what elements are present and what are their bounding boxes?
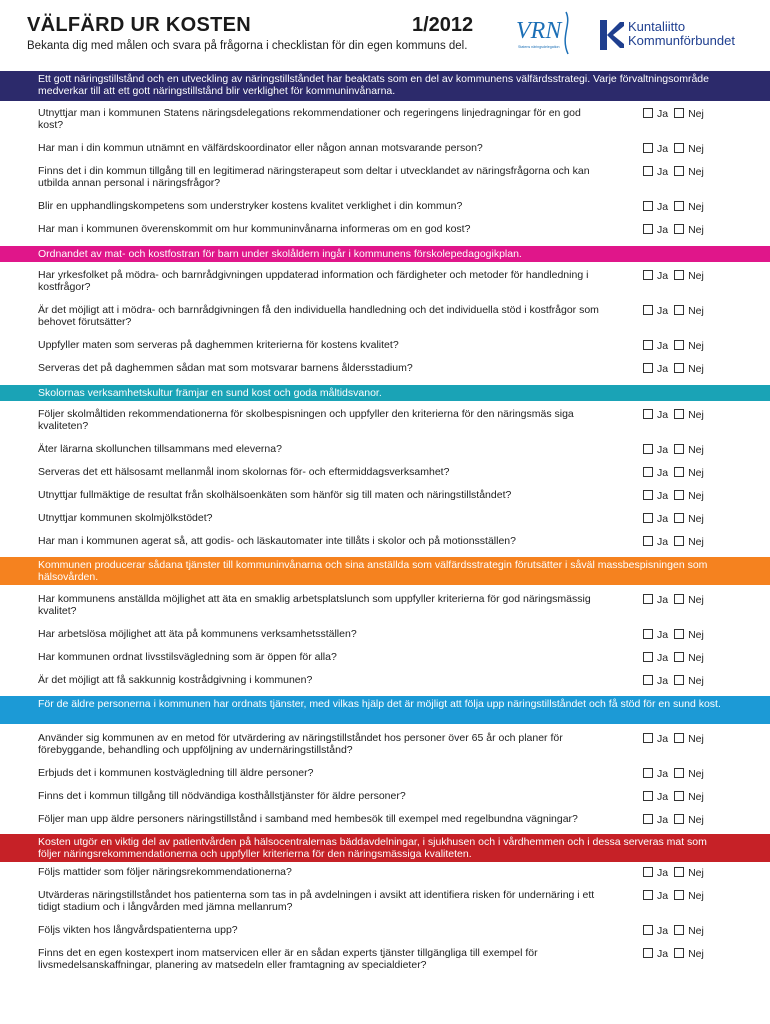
yes-checkbox[interactable] [643,108,653,118]
section-heading: Skolornas verksamhetskultur främjar en sund kost och goda måltidsvanor. [0,385,770,401]
no-checkbox[interactable] [674,948,684,958]
answer-options [643,444,704,457]
answer-options [643,201,704,214]
answer-options [643,363,704,376]
answer-options [643,652,704,665]
no-checkbox[interactable] [674,467,684,477]
no-checkbox[interactable] [674,224,684,234]
no-checkbox[interactable] [674,867,684,877]
answer-options [643,733,704,746]
answer-options [643,224,704,237]
question-text: Finns det i din kommun tillgång till en legitimerad näringsterapeut som deltar i utvecklandet av näringsfrågorna och kan utbilda annan personal i näringsfrågor? [38,165,590,189]
question-text: Utvärderas näringstillståndet hos patienterna som tas in på avdelningen i avsikt att identifiera risken för undernäring i ett tidigt stadium och i långvården med jämna mellanrum? [38,889,595,913]
yes-label: Ja [657,768,669,780]
yes-checkbox[interactable] [643,890,653,900]
page-subtitle: Bekanta dig med målen och svara på frågorna i checklistan för din egen kommuns del. [27,40,468,52]
yes-label: Ja [657,925,669,937]
no-checkbox[interactable] [674,340,684,350]
no-label: Nej [688,925,704,937]
no-label: Nej [688,791,704,803]
yes-checkbox[interactable] [643,867,653,877]
no-label: Nej [688,444,704,456]
answer-options [643,594,704,607]
question-text: Äter lärarna skollunchen tillsammans med eleverna? [38,443,282,455]
no-checkbox[interactable] [674,791,684,801]
answer-options [643,536,704,549]
yes-label: Ja [657,675,669,687]
no-checkbox[interactable] [674,305,684,315]
yes-checkbox[interactable] [643,270,653,280]
yes-checkbox[interactable] [643,652,653,662]
no-checkbox[interactable] [674,513,684,523]
yes-label: Ja [657,444,669,456]
yes-checkbox[interactable] [643,340,653,350]
yes-checkbox[interactable] [643,675,653,685]
yes-checkbox[interactable] [643,814,653,824]
section-heading: För de äldre personerna i kommunen har ordnats tjänster, med vilkas hjälp det är möjligt att följa upp näringstillståndet och få stöd för en sund kost. [0,696,770,724]
answer-options [643,925,704,938]
yes-label: Ja [657,166,669,178]
yes-label: Ja [657,948,669,960]
answer-options [643,490,704,503]
question-text: Följs vikten hos långvårdspatienterna upp? [38,924,238,936]
no-label: Nej [688,948,704,960]
no-label: Nej [688,340,704,352]
issue-number: 1/2012 [412,14,474,36]
question-text: Följs mattider som följer näringsrekommendationerna? [38,866,292,878]
vrn-logo-text: VRN [516,18,562,44]
kuntaliitto-logo [600,18,750,54]
no-checkbox[interactable] [674,675,684,685]
question-text: Serveras det på daghemmen sådan mat som motsvarar barnens åldersstadium? [38,362,413,374]
no-label: Nej [688,143,704,155]
no-checkbox[interactable] [674,768,684,778]
no-checkbox[interactable] [674,108,684,118]
yes-checkbox[interactable] [643,166,653,176]
answer-options [643,108,704,121]
no-label: Nej [688,768,704,780]
yes-checkbox[interactable] [643,513,653,523]
yes-label: Ja [657,201,669,213]
answer-options [643,890,704,903]
no-checkbox[interactable] [674,536,684,546]
yes-checkbox[interactable] [643,363,653,373]
question-text: Finns det i kommun tillgång till nödvändiga kosthållstjänster för äldre personer? [38,790,406,802]
vrn-logo-subtext: Statens näringsdelegation [518,45,560,49]
yes-label: Ja [657,867,669,879]
question-text: Följer skolmåltiden rekommendationerna för skolbespisningen och uppfyller den kriterierna för den näringsmäs siga kvaliteten? [38,408,574,432]
question-text: Erbjuds det i kommunen kostvägledning till äldre personer? [38,767,314,779]
yes-label: Ja [657,490,669,502]
no-label: Nej [688,201,704,213]
answer-options [643,166,704,179]
no-checkbox[interactable] [674,201,684,211]
yes-label: Ja [657,270,669,282]
no-label: Nej [688,629,704,641]
section-heading: Ordnandet av mat- och kostfostran för barn under skolåldern ingår i kommunens förskolepedagogikplan. [0,246,770,262]
yes-checkbox[interactable] [643,409,653,419]
yes-label: Ja [657,143,669,155]
yes-label: Ja [657,536,669,548]
no-checkbox[interactable] [674,166,684,176]
no-label: Nej [688,108,704,120]
page-title: VÄLFÄRD UR KOSTEN [27,14,251,36]
no-checkbox[interactable] [674,363,684,373]
no-checkbox[interactable] [674,814,684,824]
answer-options [643,409,704,422]
question-text: Har arbetslösa möjlighet att äta på kommunens verksamhetsställen? [38,628,357,640]
no-checkbox[interactable] [674,143,684,153]
yes-checkbox[interactable] [643,143,653,153]
kommunforbundet-name: Kommunförbundet [628,33,735,48]
question-text: Blir en upphandlingskompetens som understryker kostens kvalitet verklighet i din kommun? [38,200,463,212]
question-text: Utnyttjar kommunen skolmjölkstödet? [38,512,213,524]
no-label: Nej [688,675,704,687]
no-checkbox[interactable] [674,629,684,639]
yes-checkbox[interactable] [643,305,653,315]
no-label: Nej [688,305,704,317]
question-text: Följer man upp äldre personers näringstillstånd i samband med hembesök till exempel med regelbundna vägningar? [38,813,578,825]
question-text: Finns det en egen kostexpert inom matservicen eller är en sådan experts tjänster tillgängliga till exempel för livsmedelsanskaffningar, planering av matsedeln eller framtagning av specialdieter? [38,947,538,971]
section-heading: Kosten utgör en viktig del av patientvården på hälsocentralernas bäddavdelningar, i sjukhusen och i vårdhemmen och i dessa serveras mat som följer näringsrekommendationerna och uppfyller kriterierna för den näringsmässiga kvaliteten. [0,834,770,862]
kuntaliitto-name: Kuntaliitto [628,19,686,34]
no-label: Nej [688,890,704,902]
no-checkbox[interactable] [674,652,684,662]
no-label: Nej [688,224,704,236]
page-header [0,0,770,70]
yes-label: Ja [657,629,669,641]
question-text: Har man i kommunen överenskommit om hur kommuninvånarna informeras om en god kost? [38,223,471,235]
section-heading: Ett gott näringstillstånd och en utveckling av näringstillståndet har beaktats som en del av kommunens välfärdsstrategi. Varje förvaltningsområde medverkar till att ett gott näringstillstånd blir verklighet för kommuninvånarna. [0,71,770,101]
question-text: Har man i din kommun utnämnt en välfärdskoordinator eller någon annan motsvarande person? [38,142,483,154]
answer-options [643,629,704,642]
no-label: Nej [688,652,704,664]
question-text: Serveras det ett hälsosamt mellanmål inom skolornas för- och eftermiddagsverksamhet? [38,466,450,478]
yes-checkbox[interactable] [643,536,653,546]
no-label: Nej [688,363,704,375]
yes-label: Ja [657,890,669,902]
question-text: Har kommunen ordnat livsstilsvägledning som är öppen för alla? [38,651,337,663]
yes-label: Ja [657,652,669,664]
answer-options [643,467,704,480]
no-label: Nej [688,409,704,421]
vrn-logo [514,8,578,58]
answer-options [643,143,704,156]
yes-label: Ja [657,733,669,745]
yes-checkbox[interactable] [643,925,653,935]
question-text: Är det möjligt att få sakkunnig kostrådgivning i kommunen? [38,674,313,686]
no-checkbox[interactable] [674,270,684,280]
yes-checkbox[interactable] [643,224,653,234]
yes-label: Ja [657,224,669,236]
question-text: Är det möjligt att i mödra- och barnrådgivningen få den individuella handledning och det individuella stöd i kostfrågor som behovet förutsätter? [38,304,599,328]
yes-checkbox[interactable] [643,201,653,211]
no-checkbox[interactable] [674,444,684,454]
no-label: Nej [688,166,704,178]
question-text: Har yrkesfolket på mödra- och barnrådgivningen uppdaterad information och färdigheter och metoder för handledning i kostfrågor? [38,269,589,293]
question-text: Använder sig kommunen av en metod för utvärdering av näringstillståndet hos personer över 65 år och planer för förebyggande, behandling och uppföljning av undernäringstillstånd? [38,732,563,756]
no-checkbox[interactable] [674,733,684,743]
question-text: Har man i kommunen agerat så, att godis- och läskautomater inte tillåts i skolor och på motionsställen? [38,535,516,547]
no-label: Nej [688,867,704,879]
question-text: Utnyttjar man i kommunen Statens näringsdelegations rekommendationer och regeringens linjedragningar för en god kost? [38,107,581,131]
no-checkbox[interactable] [674,890,684,900]
yes-checkbox[interactable] [643,467,653,477]
answer-options [643,867,704,880]
yes-label: Ja [657,467,669,479]
question-text: Uppfyller maten som serveras på daghemmen kriterierna för kostens kvalitet? [38,339,399,351]
no-label: Nej [688,536,704,548]
yes-label: Ja [657,305,669,317]
yes-checkbox[interactable] [643,444,653,454]
answer-options [643,814,704,827]
yes-checkbox[interactable] [643,733,653,743]
yes-checkbox[interactable] [643,629,653,639]
yes-checkbox[interactable] [643,791,653,801]
no-label: Nej [688,733,704,745]
answer-options [643,948,704,961]
no-checkbox[interactable] [674,594,684,604]
answer-options [643,340,704,353]
question-text: Utnyttjar fullmäktige de resultat från skolhälsoenkäten som hänför sig till maten och näringstillståndet? [38,489,512,501]
no-checkbox[interactable] [674,925,684,935]
answer-options [643,768,704,781]
no-label: Nej [688,594,704,606]
yes-checkbox[interactable] [643,768,653,778]
yes-label: Ja [657,791,669,803]
yes-label: Ja [657,108,669,120]
yes-label: Ja [657,409,669,421]
yes-label: Ja [657,513,669,525]
answer-options [643,675,704,688]
no-label: Nej [688,467,704,479]
no-label: Nej [688,490,704,502]
yes-checkbox[interactable] [643,948,653,958]
yes-label: Ja [657,594,669,606]
answer-options [643,305,704,318]
answer-options [643,513,704,526]
answer-options [643,270,704,283]
no-checkbox[interactable] [674,409,684,419]
yes-label: Ja [657,814,669,826]
no-label: Nej [688,513,704,525]
yes-checkbox[interactable] [643,490,653,500]
yes-label: Ja [657,363,669,375]
no-label: Nej [688,814,704,826]
answer-options [643,791,704,804]
yes-label: Ja [657,340,669,352]
question-text: Har kommunens anställda möjlighet att äta en smaklig arbetsplatslunch som uppfyller kriterierna för god näringsmässig kvalitet? [38,593,591,617]
no-checkbox[interactable] [674,490,684,500]
section-heading: Kommunen producerar sådana tjänster till kommuninvånarna och sina anställda som välfärdsstrategin förutsätter i såväl massbespisningen som hälsovården. [0,557,770,585]
yes-checkbox[interactable] [643,594,653,604]
no-label: Nej [688,270,704,282]
